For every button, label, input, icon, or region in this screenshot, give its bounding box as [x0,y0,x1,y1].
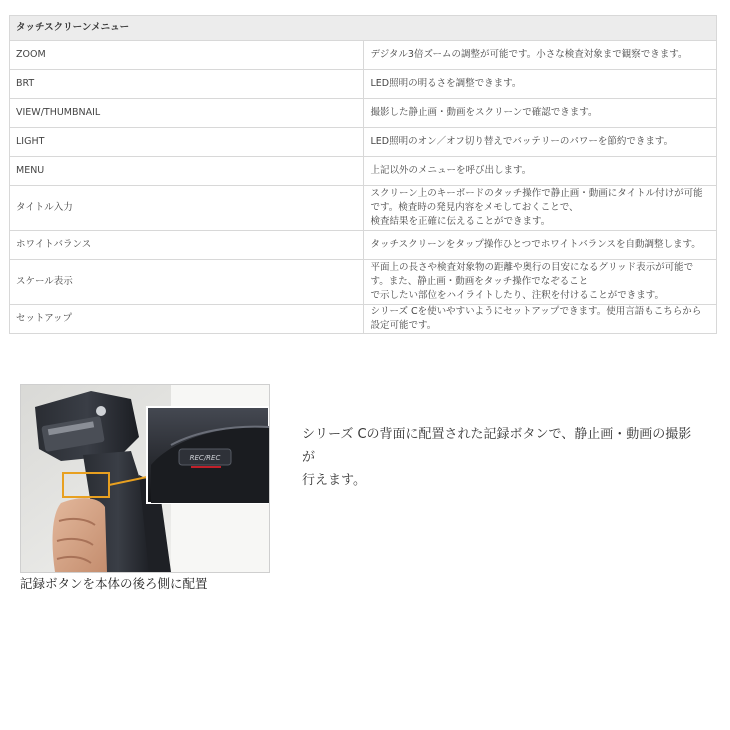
description-line: LED照明のオン／オフ切り替えでバッテリーのパワーを節約できます。 [370,136,674,147]
menu-item-name: ホワイトバランス [10,231,364,260]
menu-item-name: スケール表示 [10,260,364,305]
side-description-line-1: シリーズ Cの背面に配置された記録ボタンで、静止画・動画の撮影が [302,427,692,465]
table-row [10,157,717,186]
menu-item-description [363,99,717,128]
table-row [10,231,717,260]
description-line: 平面上の長さや検査対象物の距離や奥行の目安になるグリッド表示が可能です。また、静止画・動画をタッチ操作でなぞること [370,262,694,287]
side-description [302,423,702,492]
menu-item-description [363,41,717,70]
menu-item-name: タイトル入力 [10,186,364,231]
touch-menu-table [9,15,717,334]
table-row [10,70,717,99]
table-header-row [10,16,717,41]
device-photo [20,384,270,573]
table-header: タッチスクリーンメニュー [10,16,717,41]
menu-item-name: MENU [10,157,364,186]
table-row [10,99,717,128]
menu-item-description [363,305,717,334]
description-line: 撮影した静止画・動画をスクリーンで確認できます。 [370,107,598,118]
menu-item-description [363,157,717,186]
menu-item-name: LIGHT [10,128,364,157]
table-row [10,128,717,157]
description-line: LED照明の明るさを調整できます。 [370,78,522,89]
table-row [10,186,717,231]
menu-item-description [363,128,717,157]
description-line: 上記以外のメニューを呼び出します。 [370,165,532,176]
rec-button-label: REC/REC [189,454,221,462]
menu-item-name: ZOOM [10,41,364,70]
menu-item-name: セットアップ [10,305,364,334]
table-row [10,305,717,334]
menu-item-description [363,70,717,99]
menu-item-name: BRT [10,70,364,99]
description-line: で示したい部位をハイライトしたり、注釈を付けることができます。 [370,290,664,301]
description-line: シリーズ Cを使いやすいようにセットアップできます。使用言語もこちらから設定可能です。 [370,306,702,331]
photo-caption: 記録ボタンを本体の後ろ側に配置 [20,576,208,591]
table-row [10,41,717,70]
description-line: 検査結果を正確に伝えることができます。 [370,216,551,227]
menu-item-description [363,231,717,260]
description-line: タッチスクリーンをタップ操作ひとつでホワイトバランスを自動調整します。 [370,239,701,250]
table-row [10,260,717,305]
description-line: デジタル3倍ズームの調整が可能です。小さな検査対象まで観察できます。 [370,49,688,60]
description-line: スクリーン上のキーボードのタッチ操作で静止画・動画にタイトル付けが可能です。検査時の発見内容をメモしておくことで、 [370,188,703,213]
menu-item-description [363,186,717,231]
menu-item-description [363,260,717,305]
menu-item-name: VIEW/THUMBNAIL [10,99,364,128]
side-description-line-2: 行えます。 [302,473,366,488]
